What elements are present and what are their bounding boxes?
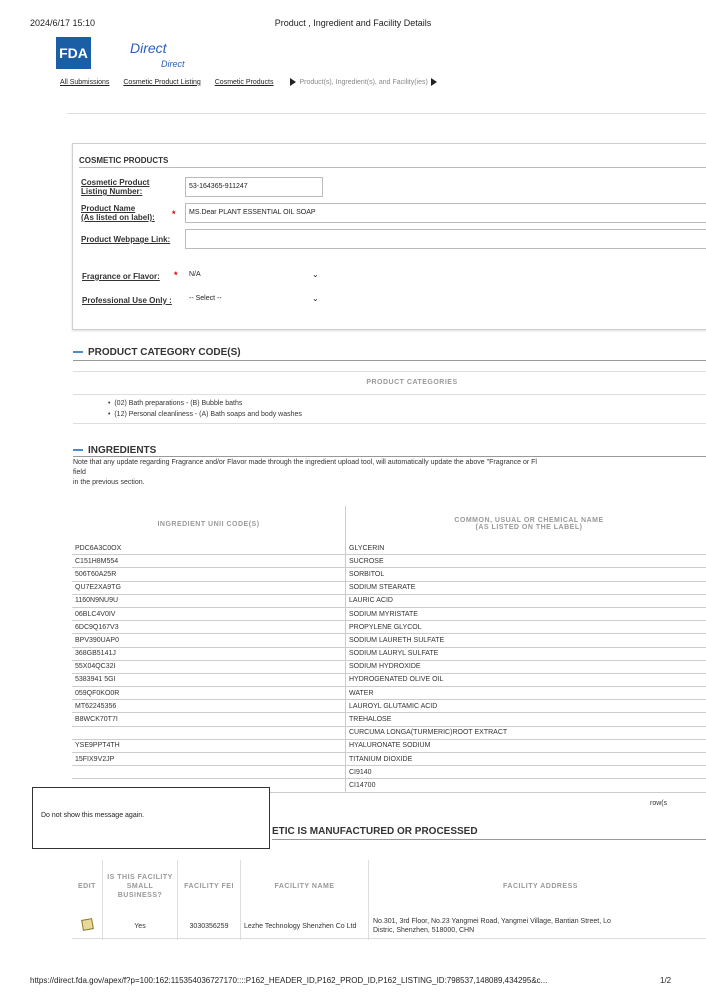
webpage-link-field[interactable] — [185, 229, 706, 249]
edit-pencil-icon[interactable] — [81, 918, 94, 931]
ingredients-heading — [73, 445, 156, 456]
webpage-link-label: Product Webpage Link: — [81, 235, 171, 244]
unii-code-cell: 6DC9Q167V3 — [72, 621, 346, 634]
table-row — [72, 568, 706, 581]
unii-code-cell: 55X04QC32I — [72, 660, 346, 673]
do-not-show-message[interactable]: Do not show this message again. — [41, 812, 145, 819]
table-row — [72, 726, 706, 739]
unii-code-cell: BPV390UAP0 — [72, 634, 346, 647]
table-row — [72, 621, 706, 634]
unii-code-cell: 06BLC4V0IV — [72, 607, 346, 620]
brand-title: Direct — [130, 40, 167, 56]
facility-address-column-header: FACILITY ADDRESS — [503, 882, 578, 890]
professional-use-select[interactable]: -- Select -- — [189, 295, 222, 302]
small-business-column-header: IS THIS FACILITY SMALL BUSINESS? — [103, 860, 178, 912]
ingredient-name-cell: CURCUMA LONGA(TURMERIC)ROOT EXTRACT — [346, 726, 706, 739]
breadcrumb-cosmetic-products[interactable]: Cosmetic Products — [214, 78, 274, 86]
fda-logo[interactable]: FDA — [56, 37, 91, 69]
fei-column-header: FACILITY FEI — [178, 860, 241, 912]
chevron-down-icon[interactable]: ⌄ — [312, 294, 319, 303]
unii-code-cell: B8WCK70T7I — [72, 713, 346, 726]
edit-column-header: EDIT — [72, 860, 103, 912]
table-header-row — [72, 860, 706, 912]
ingredients-note-line3: in the previous section. — [73, 479, 145, 486]
collapse-icon[interactable] — [73, 449, 83, 451]
row-count-label: row(s — [650, 800, 668, 807]
divider — [73, 423, 706, 424]
breadcrumb-current: Product(s), Ingredient(s), and Facility(ies) — [299, 78, 428, 86]
table-row — [72, 713, 706, 726]
ingredients-note-line2: field — [73, 469, 86, 476]
ingredients-note-line1: Note that any update regarding Fragrance and/or Flavor made through the ingredient upload tool, will automatically update the above "Fragrance or Fl — [73, 459, 537, 466]
name-column-header: COMMON, USUAL OR CHEMICAL NAME (AS LISTED ON THE LABEL) — [454, 517, 604, 531]
collapse-icon[interactable] — [73, 351, 83, 353]
message-popup — [32, 787, 270, 849]
unii-column-header: INGREDIENT UNII CODE(S) — [72, 506, 346, 542]
print-title: Product , Ingredient and Facility Details — [274, 18, 432, 28]
facility-table — [72, 860, 706, 940]
unii-code-cell: PDC6A3C0OX — [72, 542, 346, 555]
ingredient-name-cell: SODIUM LAURETH SULFATE — [346, 634, 706, 647]
unii-code-cell: 368GB5141J — [72, 647, 346, 660]
ingredient-name-cell: TREHALOSE — [346, 713, 706, 726]
unii-code-cell — [72, 766, 346, 779]
cosmetic-products-title: COSMETIC PRODUCTS — [79, 156, 169, 165]
unii-code-cell: YSE9PPT4TH — [72, 739, 346, 752]
ingredient-name-cell: WATER — [346, 687, 706, 700]
table-row — [72, 647, 706, 660]
product-name-label-2: (As listed on label): — [81, 213, 155, 222]
listing-number-field[interactable]: 53-164365-911247 — [185, 177, 323, 197]
table-row — [72, 700, 706, 713]
table-row — [72, 542, 706, 555]
ingredient-name-cell: SODIUM HYDROXIDE — [346, 660, 706, 673]
product-name-field[interactable]: MS.Dear PLANT ESSENTIAL OIL SOAP — [185, 203, 706, 223]
table-row — [72, 912, 706, 940]
facility-address-cell: No.301, 3rd Floor, No.23 Yangmei Road, Yangmei Village, Bantian Street, Lo Distric, Shenzhen, 518000, CHN — [373, 918, 611, 934]
ingredient-name-cell: SORBITOL — [346, 568, 706, 581]
ingredient-name-cell: PROPYLENE GLYCOL — [346, 621, 706, 634]
ingredient-name-cell: CI14700 — [346, 779, 706, 792]
required-marker: * — [174, 270, 178, 280]
ingredient-name-cell: HYDROGENATED OLIVE OIL — [346, 673, 706, 686]
facility-name-column-header: FACILITY NAME — [241, 860, 369, 912]
ingredient-name-cell: CI9140 — [346, 766, 706, 779]
table-row — [72, 673, 706, 686]
table-row — [72, 634, 706, 647]
ingredient-name-cell: LAUROYL GLUTAMIC ACID — [346, 700, 706, 713]
categories-column-header: PRODUCT CATEGORIES — [366, 379, 458, 386]
breadcrumb-arrow-icon — [290, 78, 296, 86]
category-item: • (02) Bath preparations - (B) Bubble baths — [108, 400, 243, 407]
facility-name-cell: Lezhe Technology Shenzhen Co Ltd — [241, 912, 369, 940]
product-category-title: PRODUCT CATEGORY CODE(S) — [88, 347, 241, 358]
chevron-down-icon[interactable]: ⌄ — [312, 270, 319, 279]
small-business-cell: Yes — [103, 912, 178, 940]
page-number: 1/2 — [660, 976, 672, 985]
product-name-label-1: Product Name — [81, 204, 136, 213]
table-row — [72, 753, 706, 766]
unii-code-cell: QU7E2XA9TG — [72, 581, 346, 594]
breadcrumb — [60, 78, 440, 86]
divider — [73, 394, 706, 395]
unii-code-cell: 506T60A25R — [72, 568, 346, 581]
ingredient-name-cell: GLYCERIN — [346, 542, 706, 555]
divider — [72, 938, 706, 939]
divider — [79, 167, 706, 168]
table-row — [72, 739, 706, 752]
product-category-heading — [73, 347, 241, 358]
fei-cell: 3030356259 — [178, 912, 241, 940]
breadcrumb-all-submissions[interactable]: All Submissions — [60, 78, 110, 86]
ingredient-name-cell: TITANIUM DIOXIDE — [346, 753, 706, 766]
ingredients-table — [72, 506, 706, 793]
table-header-row — [72, 506, 706, 542]
divider — [73, 360, 706, 361]
required-marker: * — [172, 209, 176, 219]
ingredient-name-cell: SODIUM STEARATE — [346, 581, 706, 594]
unii-code-cell: MT62245356 — [72, 700, 346, 713]
unii-code-cell: 059QF0KO0R — [72, 687, 346, 700]
table-row — [72, 581, 706, 594]
table-row — [72, 594, 706, 607]
divider — [272, 839, 706, 840]
table-row — [72, 687, 706, 700]
divider — [73, 456, 706, 457]
facility-heading: ETIC IS MANUFACTURED OR PROCESSED — [272, 826, 478, 837]
unii-code-cell: 1160N9NU9U — [72, 594, 346, 607]
unii-code-cell — [72, 726, 346, 739]
brand-subtitle: Direct — [161, 59, 185, 69]
breadcrumb-end-arrow-icon — [431, 78, 437, 86]
ingredient-name-cell: SUCROSE — [346, 555, 706, 568]
print-date: 2024/6/17 15:10 — [30, 18, 96, 28]
unii-code-cell: C151H8M554 — [72, 555, 346, 568]
table-row — [72, 766, 706, 779]
breadcrumb-product-listing[interactable]: Cosmetic Product Listing — [123, 78, 201, 86]
table-row — [72, 555, 706, 568]
divider — [73, 371, 706, 372]
ingredient-name-cell: SODIUM LAURYL SULFATE — [346, 647, 706, 660]
unii-code-cell: 5383941 5GI — [72, 673, 346, 686]
fragrance-select[interactable]: N/A — [189, 271, 201, 278]
listing-number-label: Cosmetic Product Listing Number: — [81, 178, 150, 196]
ingredient-name-cell: LAURIC ACID — [346, 594, 706, 607]
ingredient-name-cell: SODIUM MYRISTATE — [346, 607, 706, 620]
unii-code-cell: 15FIX9V2JP — [72, 753, 346, 766]
ingredients-title: INGREDIENTS — [88, 445, 157, 456]
edit-cell — [72, 912, 103, 940]
table-row — [72, 660, 706, 673]
professional-use-label: Professional Use Only : — [82, 296, 172, 305]
ingredient-name-cell: HYALURONATE SODIUM — [346, 739, 706, 752]
card-top-border — [67, 113, 706, 114]
category-item: • (12) Personal cleanliness - (A) Bath soaps and body washes — [108, 411, 302, 418]
fragrance-label: Fragrance or Flavor: — [82, 272, 160, 281]
footer-url: https://direct.fda.gov/apex/f?p=100:162:115354036727170::::P162_HEADER_ID,P162_PROD_ID,P162_LISTING_ID:798537,148089,434295&c... — [30, 976, 548, 985]
table-row — [72, 607, 706, 620]
